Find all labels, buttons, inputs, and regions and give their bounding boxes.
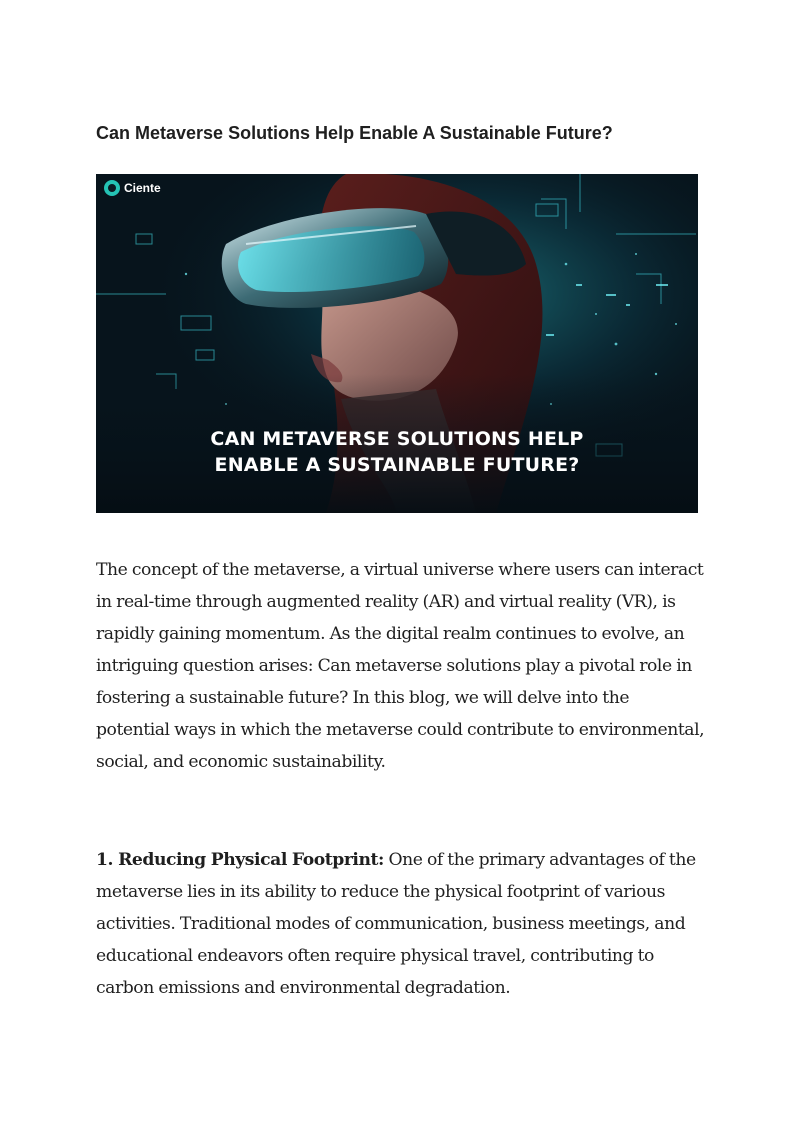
hero-caption-line-2: ENABLE A SUSTAINABLE FUTURE? [214,454,580,476]
section-1-paragraph [96,844,706,1004]
section-1-heading: 1. Reducing Physical Footprint: [96,850,384,870]
brand-name: Ciente [124,181,161,195]
hero-caption-line-1: CAN METAVERSE SOLUTIONS HELP [210,428,584,450]
hero-image [96,174,698,513]
ciente-logo-icon [104,180,120,196]
brand-logo [104,180,161,196]
article-title: Can Metaverse Solutions Help Enable A Sustainable Future? [96,123,613,143]
hero-caption [96,426,698,478]
section-1-text: One of the primary advantages of the metaverse lies in its ability to reduce the physical footprint of various activities. Traditional modes of communication, business meetings, and educational endeavors often require physical travel, contributing to carbon emissions and environmental degradation. [96,850,696,998]
intro-paragraph: The concept of the metaverse, a virtual universe where users can interact in real-time through augmented reality (AR) and virtual reality (VR), is rapidly gaining momentum. As the digital realm continues to evolve, an intriguing question arises: Can metaverse solutions play a pivotal role in fostering a sustainable future? In this blog, we will delve into the potential ways in which the metaverse could contribute to environmental, social, and economic sustainability. [96,560,705,772]
